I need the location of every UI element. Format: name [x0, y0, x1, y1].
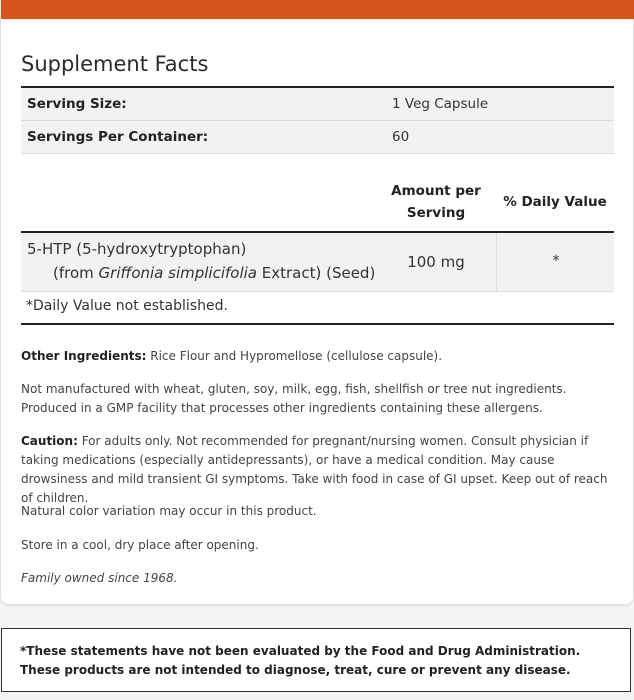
- caution: [21, 432, 611, 508]
- ingredient-row: [21, 231, 614, 292]
- servings-per-container-label: Servings Per Container:: [27, 129, 209, 145]
- accent-bar: [1, 0, 634, 19]
- source-prefix: (from: [53, 264, 99, 282]
- caution-text: For adults only. Not recommended for pregnant/nursing women. Consult physician if taking medications (especially antidepressants), or have a medical condition. May cause drowsiness and mild transient GI symptoms. Take with food in case of GI upset. Keep out of reach of children.: [21, 434, 608, 505]
- daily-value-note: [21, 290, 614, 325]
- daily-value-header: % Daily Value: [503, 194, 607, 210]
- serving-size-row: [21, 86, 614, 121]
- servings-per-container-value: 60: [392, 129, 410, 145]
- ingredient-name: 5-HTP (5-hydroxytryptophan): [27, 240, 247, 258]
- facts-table: [21, 86, 614, 314]
- amount-header-line1: Amount per: [391, 183, 481, 199]
- family-note-text: Family owned since 1968.: [21, 571, 178, 585]
- source-suffix: Extract) (Seed): [256, 264, 376, 282]
- table-header: [21, 180, 614, 230]
- color-variation-note: Natural color variation may occur in this product.: [21, 504, 317, 518]
- ingredient-daily-value: *: [496, 233, 615, 291]
- serving-size-label: Serving Size:: [27, 96, 127, 112]
- daily-value-note-text: *Daily Value not established.: [26, 298, 228, 314]
- amount-header-line2: Serving: [406, 205, 466, 221]
- servings-per-container-row: [21, 121, 614, 154]
- serving-size-value: 1 Veg Capsule: [392, 96, 489, 112]
- storage-note: Store in a cool, dry place after opening.: [21, 538, 259, 552]
- ingredient-amount: 100 mg: [407, 253, 465, 271]
- allergen-note: Not manufactured with wheat, gluten, soy, milk, egg, fish, shellfish or tree nut ingredients. Produced in a GMP facility that processes other ingredients containing these allergens.: [21, 382, 567, 415]
- caution-label: Caution:: [21, 434, 78, 448]
- amount-per-serving-header: [386, 180, 486, 224]
- family-note: [21, 569, 611, 588]
- ingredient-source: [53, 264, 375, 282]
- other-ingredients-label: Other Ingredients:: [21, 349, 147, 363]
- fda-disclaimer: *These statements have not been evaluated by the Food and Drug Administration. These products are not intended to diagnose, treat, cure or prevent any disease.: [1, 628, 631, 692]
- other-ingredients-text: Rice Flour and Hypromellose (cellulose capsule).: [146, 349, 443, 363]
- other-ingredients: [21, 347, 611, 366]
- page-title: Supplement Facts: [21, 52, 209, 76]
- source-species: Griffonia simplicifolia: [98, 264, 257, 282]
